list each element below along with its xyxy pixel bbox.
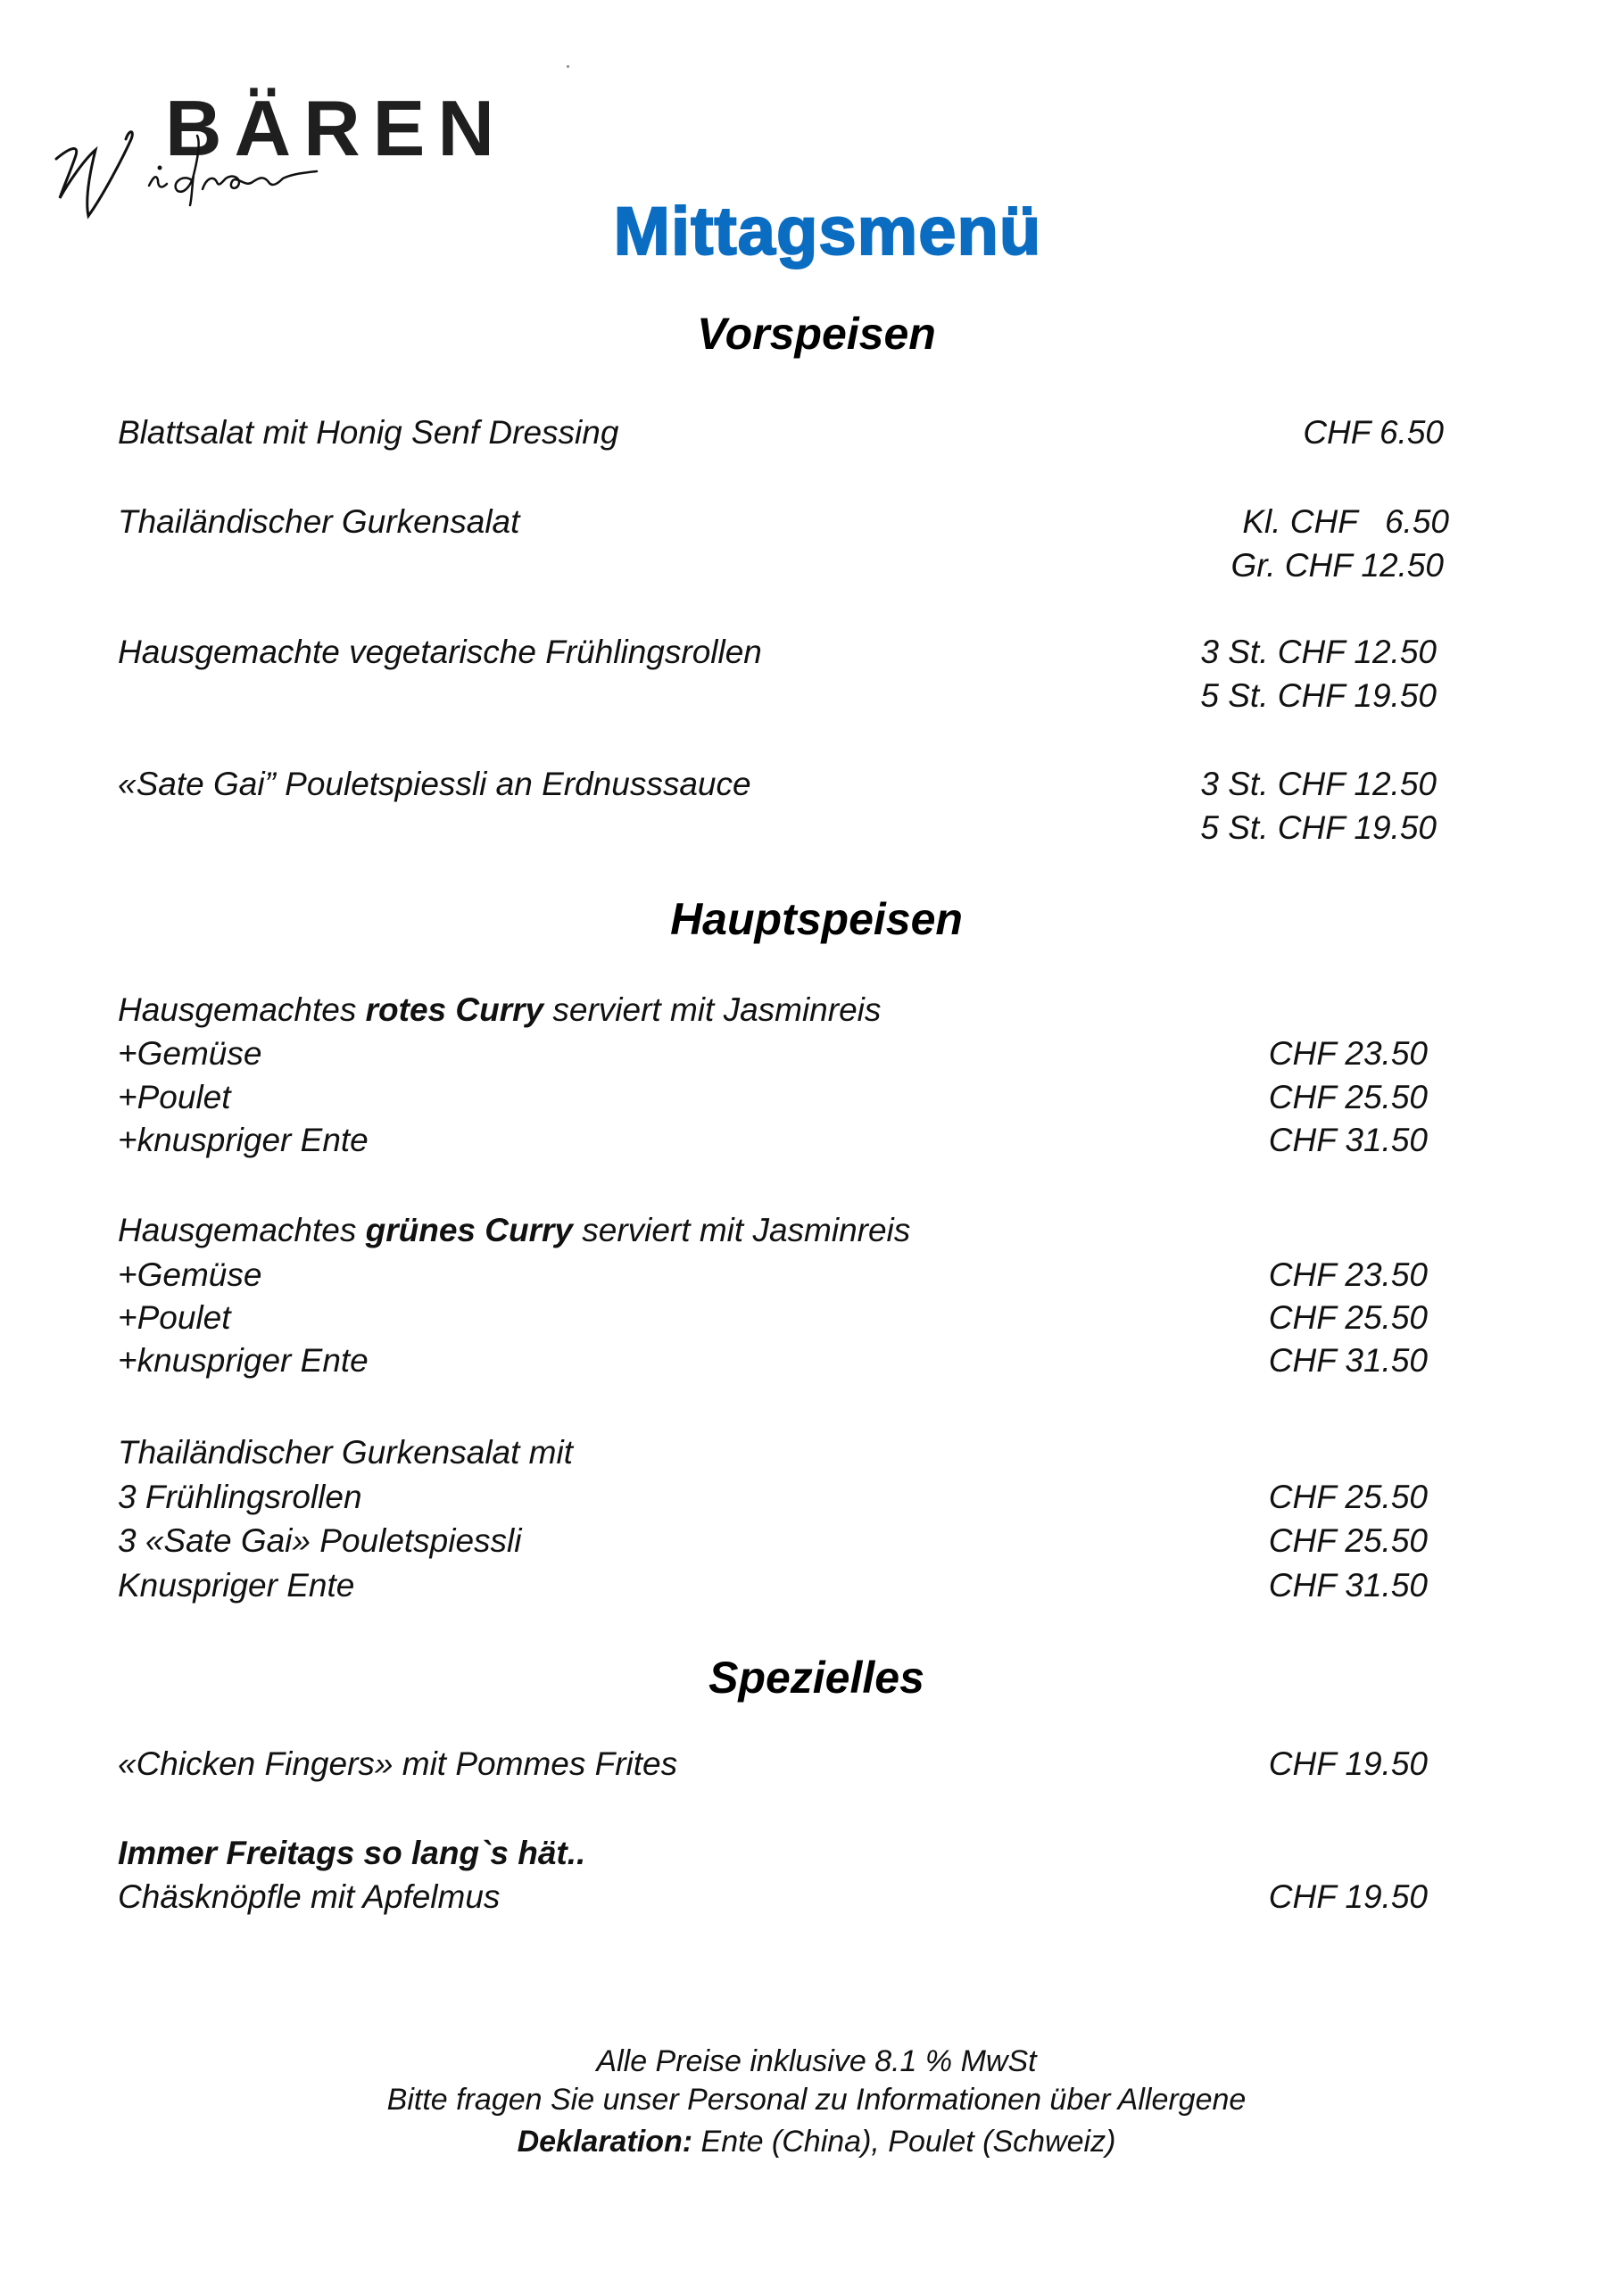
declaration-text: Ente (China), Poulet (Schweiz): [692, 2125, 1116, 2159]
section-heading-vorspeisen: Vorspeisen: [697, 309, 936, 359]
menu-option-label: +Poulet: [118, 1079, 231, 1115]
section-heading-hauptspeisen: Hauptspeisen: [670, 894, 963, 944]
footer-declaration: [0, 2126, 1624, 2157]
menu-option-label: 3 Frühlingsrollen: [118, 1479, 362, 1515]
menu-option-label: Knuspriger Ente: [118, 1567, 355, 1604]
menu-item-price: 5 St. CHF 19.50: [1200, 809, 1437, 846]
footer-vat-note: Alle Preise inklusive 8.1 % MwSt: [596, 2044, 1037, 2078]
menu-option-price: CHF 31.50: [1268, 1122, 1428, 1158]
menu-item-name: Thailändischer Gurkensalat: [118, 503, 520, 540]
menu-option-price: CHF 25.50: [1268, 1299, 1428, 1336]
menu-option-label: +Gemüse: [118, 1256, 262, 1293]
menu-group-title: Hausgemachtes rotes Curry serviert mit Jasminreis: [118, 991, 882, 1028]
menu-item-price: 3 St. CHF 12.50: [1200, 766, 1437, 802]
menu-option-price: CHF 31.50: [1268, 1342, 1428, 1379]
menu-option-price: CHF 25.50: [1268, 1522, 1428, 1559]
section-heading-spezielles: Spezielles: [708, 1653, 924, 1703]
stray-dot: [567, 65, 569, 68]
menu-item-price: 5 St. CHF 19.50: [1200, 677, 1437, 714]
menu-option-price: CHF 25.50: [1268, 1079, 1428, 1115]
menu-group-title: Hausgemachtes grünes Curry serviert mit Jasminreis: [118, 1212, 911, 1248]
menu-group-title: Thailändischer Gurkensalat mit: [118, 1434, 573, 1471]
menu-option-label: +Gemüse: [118, 1035, 262, 1072]
declaration-label: Deklaration:: [517, 2125, 693, 2159]
menu-option-label: 3 «Sate Gai» Pouletspiessli: [118, 1522, 522, 1559]
logo-brand: BÄREN: [165, 84, 507, 172]
footer-allergen-note: Bitte fragen Sie unser Personal zu Informationen über Allergene: [386, 2083, 1247, 2117]
menu-item-price: Kl. CHF 6.50: [1242, 503, 1449, 540]
menu-item-price: CHF 19.50: [1268, 1878, 1428, 1915]
menu-item-name: Hausgemachte vegetarische Frühlingsrollen: [118, 634, 762, 670]
menu-option-price: CHF 31.50: [1268, 1567, 1428, 1604]
page-title: Mittagsmenü: [613, 194, 1042, 269]
menu-option-label: +Poulet: [118, 1299, 231, 1336]
menu-option-price: CHF 23.50: [1268, 1256, 1428, 1293]
curry-type: rotes Curry: [365, 991, 544, 1028]
menu-item-price: 3 St. CHF 12.50: [1200, 634, 1437, 670]
menu-option-label: +knuspriger Ente: [118, 1342, 369, 1379]
menu-option-price: CHF 23.50: [1268, 1035, 1428, 1072]
menu-option-label: +knuspriger Ente: [118, 1122, 369, 1158]
menu-item-name: «Chicken Fingers» mit Pommes Frites: [118, 1745, 678, 1782]
menu-item-name: Chäsknöpfle mit Apfelmus: [118, 1878, 501, 1915]
menu-option-price: CHF 25.50: [1268, 1479, 1428, 1515]
menu-item-name: Blattsalat mit Honig Senf Dressing: [118, 414, 619, 451]
menu-item-price: CHF 6.50: [1303, 414, 1444, 451]
menu-item-price: Gr. CHF 12.50: [1230, 547, 1444, 584]
menu-item-name: «Sate Gai” Pouletspiessli an Erdnusssauce: [118, 766, 751, 802]
curry-type: grünes Curry: [365, 1212, 573, 1248]
friday-special-title: Immer Freitags so lang`s hät..: [118, 1835, 586, 1871]
menu-item-price: CHF 19.50: [1268, 1745, 1428, 1782]
